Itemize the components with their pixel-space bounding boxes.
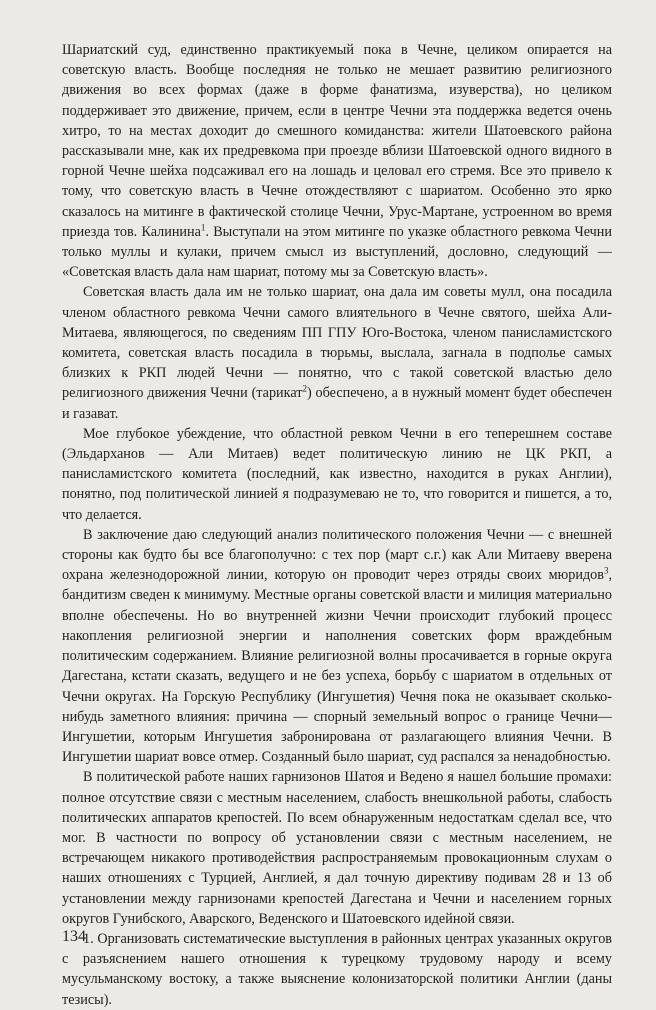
paragraph-6 <box>62 929 612 1010</box>
paragraph-4 <box>62 525 612 767</box>
footnote-ref-3: 3 <box>603 565 609 576</box>
paragraph-2-text: Советская власть дала им не только шариат, она дала им советы мулл, она посадила членом областного ревкома Чечни самого влиятельного в Чечне святого, шейха Али-Митаева, являющегося, по сведениям ПП ГПУ Юго-Востока, членом панисламистского комитета, советская власть посадила в тюрьмы, выслала, загнала в подполье самых близких к РКП людей Чечни — понятно, что с такой советской властью дело религиозного движения Чечни (тарикат <box>62 284 612 402</box>
paragraph-5 <box>62 767 612 929</box>
paragraph-3 <box>62 424 612 525</box>
paragraph-1-text: Шариатский суд, единственно практикуемый пока в Чечне, целиком опирается на советскую власть. Вообще последняя не только не мешает развитию религиозного движения во всех формах (даже в форме фанатизма, изуверства), но целиком поддерживает это движение, причем, если в центре Чечни эта поддержка ведется очень хитро, то на местах доходит до смешного комиданства: жители Шатоевского района рассказывали мне, как их предревкома при проезде вблизи Шатоевской одного видного в горной Чечне шейха подсаживал его на лошадь и целовал его стремя. Все это привело к тому, что советскую власть в Чечне отождествляют с шариатом. Особенно это ярко сказалось на митинге в фактической столице Чечни, Урус-Мартане, устроенном во время приезда тов. Калинина <box>62 42 612 240</box>
paragraph-4-text-cont: , бандитизм сведен к минимуму. Местные органы советской власти и милиция материально вполне обеспечены. Но во внутренней жизни Чечни происходит глубокий процесс накопления религиозной энергии и наполнения советских форм враждебным политическим содержанием. Влияние религиозной волны просачивается в горные округа Дагестана, кстати сказать, ведущего и не без успеха, борьбу с шариатом в отдельных от Чечни округах. На Горскую Республику (Ингушетия) Чечня пока не оказывает сколько-нибудь заметного влияния: причина — спорный земельный вопрос о границе Чечни—Ингушетии, которым Ингушетия забронирована от разлагающего влияния Чечни. В Ингушетии шариат вовсе отмер. Созданный было шариат, суд распался за ненадобностью. <box>62 567 612 766</box>
footnote-ref-1: 1 <box>200 222 206 233</box>
paragraph-5-text: В политической работе наших гарнизонов Шатоя и Ведено я нашел большие промахи: полное отсутствие связи с местным населением, слабость внешкольной работы, слабость политических аппаратов крепостей. По всем обнаруженным недостаткам сделал все, что мог. В частности по вопросу об установлении связи с местным населением, не встречающем никакого противодействия распространяемым провокационным слухам о наших отношениях с Турцией, Англией, я дал точную директиву подивам 28 и 13 об установлении между гарнизонами крепостей Дагестана и Чечни и населением горных округов Гунибского, Аварского, Веденского и Шатоевского идейной связи. <box>62 769 612 927</box>
paragraph-4-text: В заключение даю следующий анализ политического положения Чечни — с внешней стороны как будто бы все благополучно: с тех пор (март с.г.) как Али Митаеву вверена охрана железнодорожной линии, которую он проводит через отряды своих мюридов <box>62 526 612 584</box>
document-page <box>62 40 612 1010</box>
paragraph-6-text: 1. Организовать систематические выступления в районных центрах указанных округов с разъяснением нашего отношения к турецкому трудовому народу и всему мусульманскому востоку, а также выяснение колонизаторской политики Англии (даны тезисы). <box>62 930 612 1008</box>
footnote-ref-2: 2 <box>302 383 307 394</box>
page-number: 134 <box>62 928 86 945</box>
paragraph-3-text: Мое глубокое убеждение, что областной ревком Чечни в его теперешнем составе (Эльдарханов — Али Митаев) ведет политическую линию не ЦК РКП, а панисламистского комитета (последний, как известно, находится в руках Англии), понятно, под политической линией я подразумеваю не то, что говорится и пишется, а то, что делается. <box>62 425 612 523</box>
paragraph-1-text-cont: . Выступали на этом митинге по указке областного ревкома Чечни только муллы и кулаки, причем смысл из выступлений, дословно, следующий — «Советская власть дала нам шариат, потому мы за Советскую власть». <box>62 223 612 281</box>
paragraph-2-text-cont: ) обеспечено, а в нужный момент будет обеспечен и газават. <box>62 385 612 422</box>
paragraph-2 <box>62 282 612 423</box>
paragraph-1 <box>62 40 612 282</box>
